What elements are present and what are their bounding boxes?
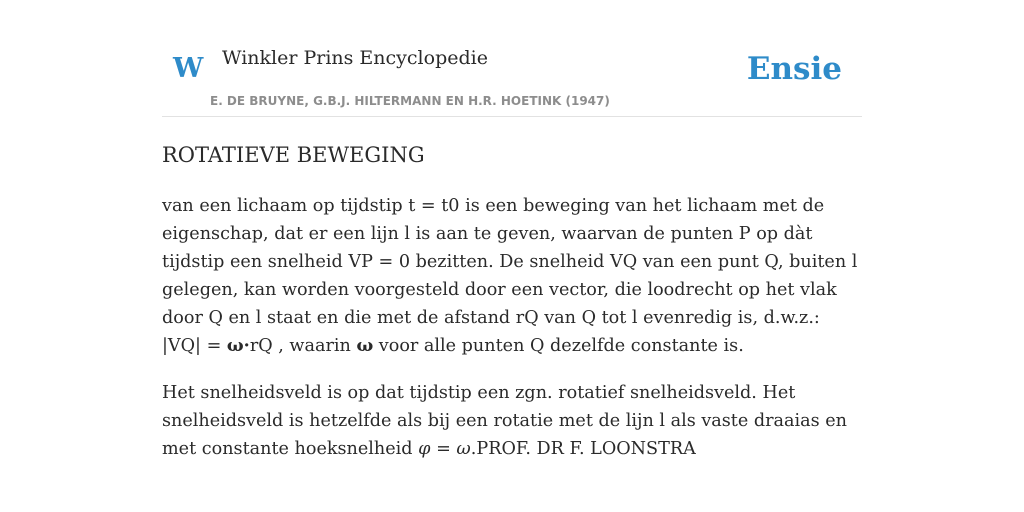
site-logo[interactable]: W <box>173 53 204 84</box>
paragraph-text: van een lichaam op tijdstip t = t0 is een beweging van het lichaam met de eigenschap, dat er een lijn l is aan te geven, waarvan de punten P op dàt tijdstip een snelheid VP = 0 bezitten. De snelheid VQ van een punt Q, buiten l gelegen, kan worden voorgesteld door een vector, die loodrecht op het vlak door Q en l staat en die met de afstand rQ van Q tot l evenredig is, d.w.z.: |VQ| = <box>162 196 858 356</box>
body-paragraph <box>162 192 864 360</box>
site-header <box>162 0 862 117</box>
paragraph-text: = <box>430 439 457 459</box>
omega-symbol: ω <box>356 335 374 356</box>
paragraph-text: voor alle punten Q dezelfde constante is. <box>373 336 744 356</box>
site-title[interactable]: Winkler Prins Encyclopedie <box>222 47 488 69</box>
omega-symbol: ω <box>456 439 471 459</box>
page-title: ROTATIEVE BEWEGING <box>162 143 425 167</box>
entry-body <box>162 192 864 482</box>
paragraph-text: Het snelheidsveld is op dat tijdstip een zgn. rotatief snelheidsveld. Het snelheidsveld is hetzelfde als bij een rotatie met de lijn l als vaste draaias en met constante hoeksnelheid <box>162 383 848 459</box>
ensie-brand-logo[interactable]: Ensie <box>746 51 842 87</box>
body-paragraph <box>162 379 864 463</box>
paragraph-text: rQ , waarin <box>249 336 357 356</box>
paragraph-text: .PROF. DR F. LOONSTRA <box>470 439 696 459</box>
authors-subtitle: E. DE BRUYNE, G.B.J. HILTERMANN EN H.R. HOETINK (1947) <box>210 94 610 108</box>
phi-symbol: φ <box>418 439 431 459</box>
omega-symbol: ω· <box>226 335 250 356</box>
